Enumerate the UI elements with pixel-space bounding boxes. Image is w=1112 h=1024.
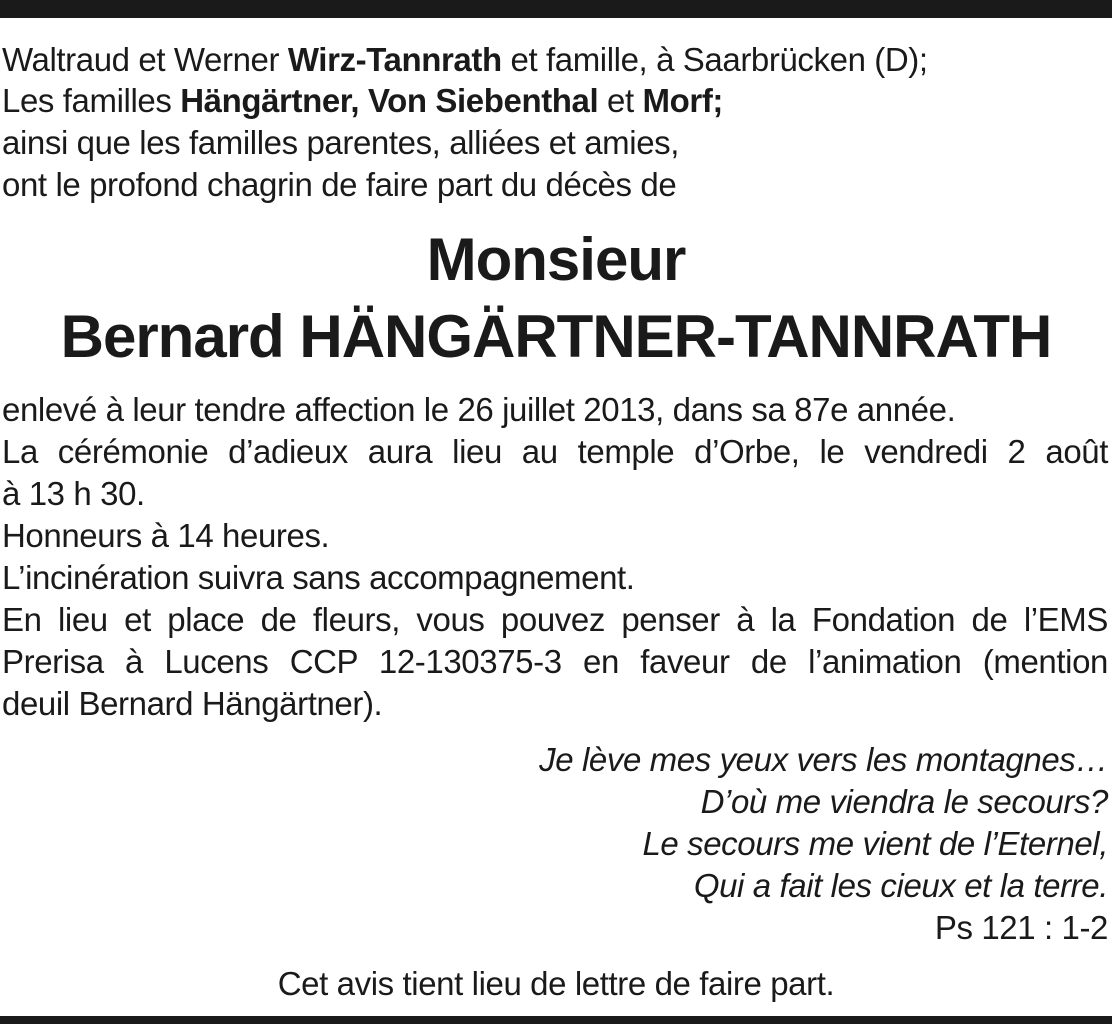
intro-line-3: ainsi que les familles parentes, alliées et amies,	[2, 124, 680, 161]
verse-line-3: Le secours me vient de l’Eternel,	[642, 825, 1108, 862]
bottom-border-rule	[0, 1016, 1112, 1024]
intro-line-4: ont le profond chagrin de faire part du décès de	[2, 166, 677, 203]
intro-line-2	[2, 81, 1108, 121]
body-line-7: Prerisa à Lucens CCP 12-130375-3 en faveur de l’animation (mention	[2, 643, 1108, 680]
verse-line-1: Je lève mes yeux vers les montagnes…	[539, 741, 1108, 778]
body-line-2: La cérémonie d’adieux aura lieu au temple d’Orbe, le vendredi 2 août	[2, 433, 1108, 470]
verse-line-2: D’où me viendra le secours?	[700, 783, 1108, 820]
body-line-3: à 13 h 30.	[2, 475, 145, 512]
family-names-bold: Hängärtner, Von Siebenthal	[180, 82, 599, 119]
intro-text: Waltraud et Werner	[2, 41, 288, 78]
body-line-5: L’incinération suivra sans accompagnement.	[2, 559, 635, 596]
intro-text: Les familles	[2, 82, 181, 119]
verse-line-4: Qui a fait les cieux et la terre.	[693, 867, 1108, 904]
family-name-bold: Wirz-Tannrath	[287, 41, 502, 78]
body-line-1: enlevé à leur tendre affection le 26 juillet 2013, dans sa 87e année.	[2, 391, 956, 428]
closing-note: Cet avis tient lieu de lettre de faire part.	[277, 965, 835, 1002]
body-line-6: En lieu et place de fleurs, vous pouvez penser à la Fondation de l’EMS	[2, 601, 1108, 638]
intro-text: et famille, à Saarbrücken (D);	[501, 41, 928, 78]
top-border-rule	[0, 0, 1112, 18]
deceased-name: Bernard HÄNGÄRTNER-TANNRATH	[60, 303, 1052, 370]
intro-text: et	[598, 82, 643, 119]
body-line-8: deuil Bernard Hängärtner).	[2, 685, 383, 722]
deceased-title: Monsieur	[426, 226, 686, 293]
intro-line-1	[2, 40, 1108, 80]
family-name-bold: Morf;	[642, 82, 724, 119]
verse-reference: Ps 121 : 1-2	[934, 909, 1108, 946]
body-line-4: Honneurs à 14 heures.	[2, 517, 330, 554]
